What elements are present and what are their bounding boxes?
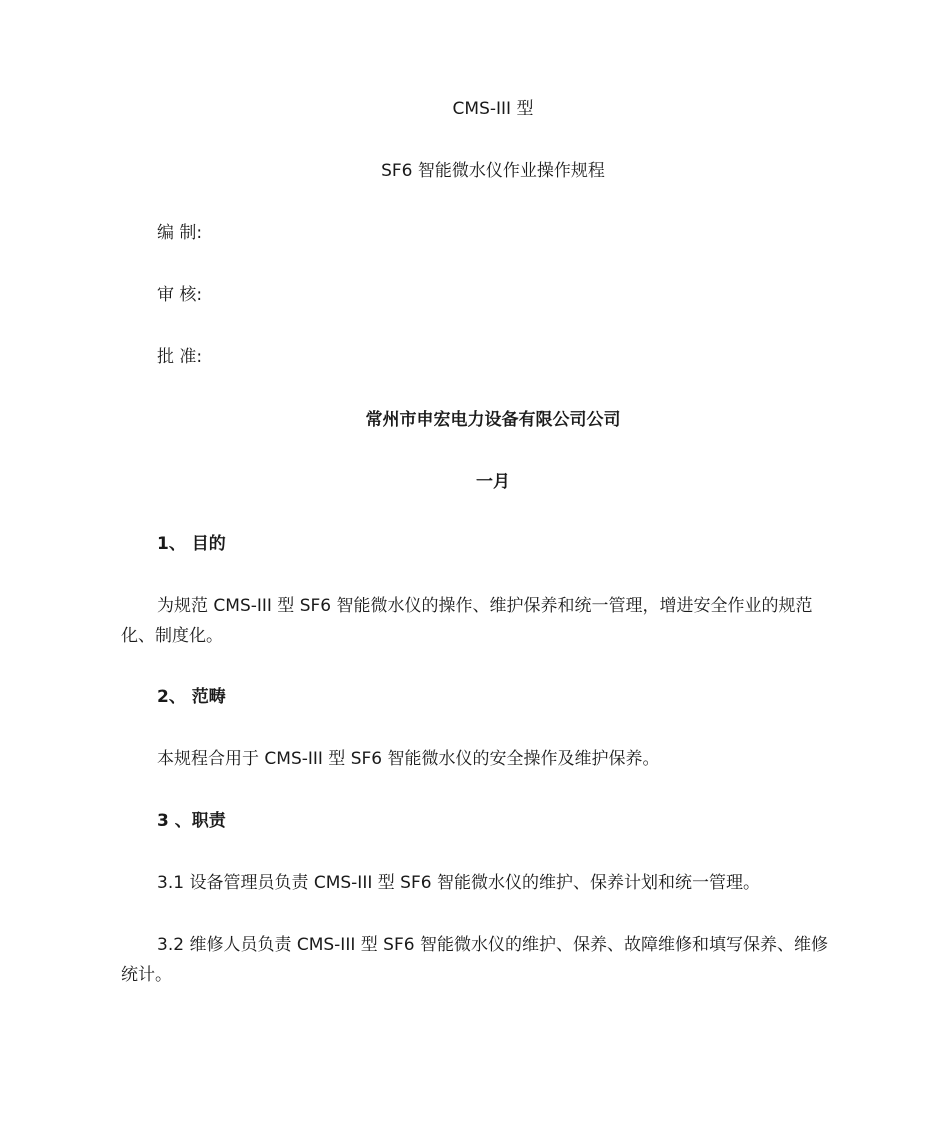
section-heading: 3 、职责 [157,811,226,831]
section-heading: 1、 目的 [157,534,226,554]
document-title: SF6 智能微水仪作业操作规程 [381,161,605,181]
section-paragraph: 为规范 CMS-III 型 SF6 智能微水仪的操作、维护保养和统一管理，增进安全作业的规范化、制度化。 [121,596,813,646]
company-name: 常州市申宏电力设备有限公司公司 [365,410,621,430]
section-paragraph: 本规程合用于 CMS-III 型 SF6 智能微水仪的安全操作及维护保养。 [157,749,660,769]
compiled-by-label: 编 制: [157,223,203,243]
document-date: 一月 [476,472,510,492]
model-line: CMS-III 型 [452,99,534,119]
section-paragraph: 3.2 维修人员负责 CMS-III 型 SF6 智能微水仪的维护、保养、故障维修和填写保养、维修统计。 [121,935,828,985]
section-paragraph: 3.1 设备管理员负责 CMS-III 型 SF6 智能微水仪的维护、保养计划和统一管理。 [157,873,760,893]
reviewed-by-label: 审 核: [157,285,203,305]
section-heading: 2、 范畴 [157,687,226,707]
approved-by-label: 批 准: [157,347,203,367]
